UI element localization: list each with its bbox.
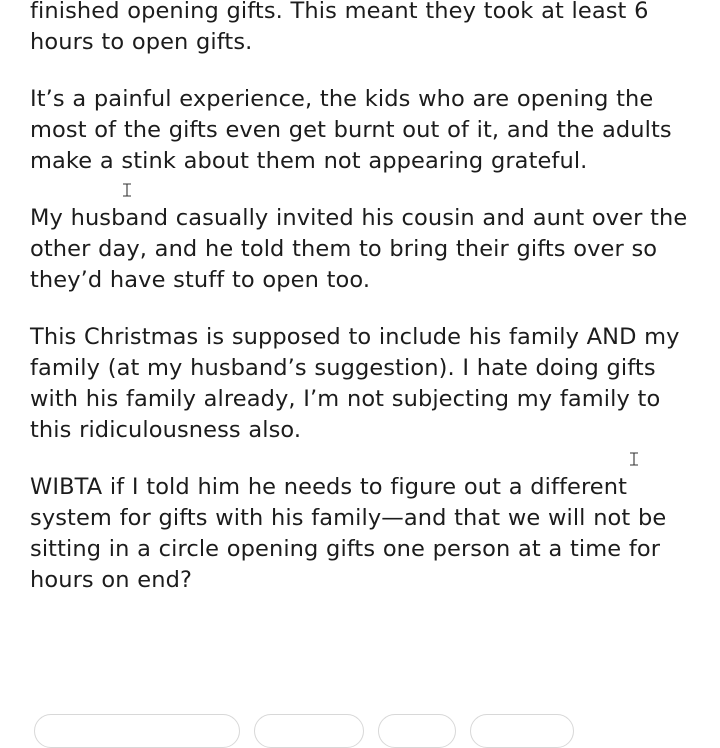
comment-button[interactable] bbox=[254, 714, 364, 748]
save-button[interactable] bbox=[470, 714, 574, 748]
vote-button[interactable] bbox=[34, 714, 240, 748]
post-paragraph: It’s a painful experience, the kids who are opening the most of the gifts even get burnt out of it, and the adults make a stink about them not appearing grateful. bbox=[30, 86, 672, 174]
post-paragraph: This Christmas is supposed to include his family AND my family (at my husband’s suggestion). I hate doing gifts with his family already, I’m not subjecting my family to this ridiculousness also. bbox=[30, 324, 680, 443]
post-action-bar bbox=[0, 714, 720, 736]
post-paragraph: finished opening gifts. This meant they took at least 6 hours to open gifts. bbox=[30, 0, 649, 55]
share-button[interactable] bbox=[378, 714, 456, 748]
post-paragraph: WIBTA if I told him he needs to figure out a different system for gifts with his family—and that we will not be sitting in a circle opening gifts one person at a time for hours on end? bbox=[30, 474, 667, 593]
post-paragraph: My husband casually invited his cousin and aunt over the other day, and he told them to bring their gifts over so they’d have stuff to open too. bbox=[30, 205, 688, 293]
